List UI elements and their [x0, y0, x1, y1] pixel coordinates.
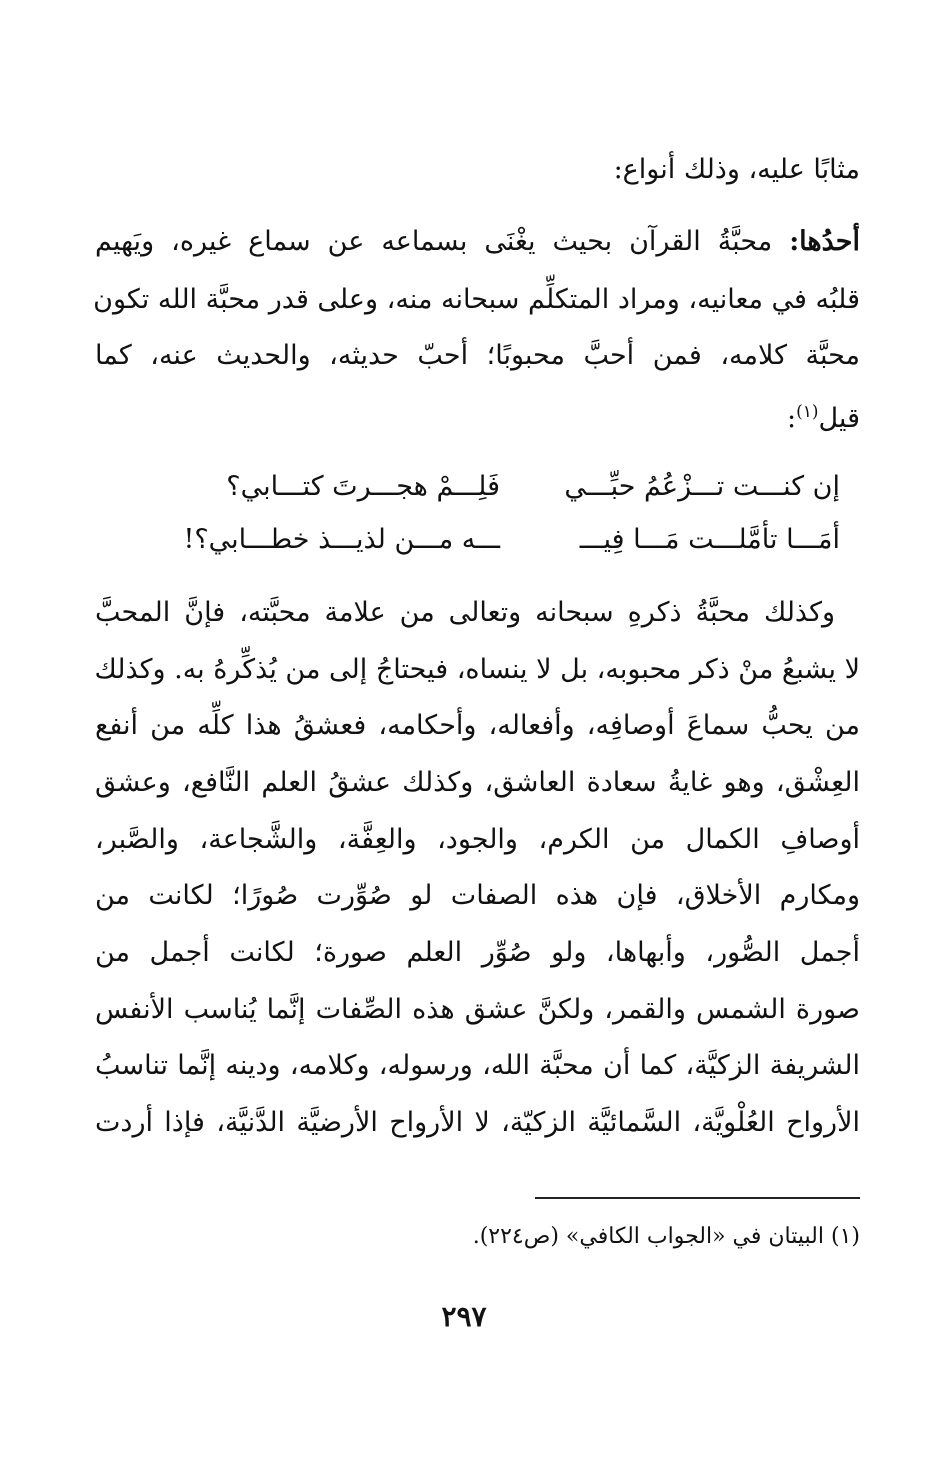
text-line-5-body: قيل: [818, 403, 860, 434]
text-line-6: وكذلك محبَّةُ ذكرهِ سبحانه وتعالى من علامة محبَّته، فإنَّ المحبَّ: [95, 597, 835, 628]
text-line-1: مثابًا عليه، وذلك أنواع:: [613, 154, 860, 185]
verse-1-second-hemistich: فَلِـــمْ هجـــرتَ كتـــابي؟: [226, 471, 500, 502]
footnote: (١) البيتان في «الجواب الكافي» (ص٢٢٤).: [472, 1224, 860, 1249]
page-number: ٢٩٧: [441, 1300, 487, 1333]
text-line-13: صورة الشمس والقمر، ولكنَّ عشق هذه الصِّفات إنَّما يُناسب الأنفس: [95, 994, 860, 1025]
footnote-separator: [535, 1197, 860, 1199]
text-line-5: [95, 392, 860, 439]
text-line-14: الشريفة الزكيَّة، كما أن محبَّة الله، ورسوله، وكلامه، ودينه إنَّما تناسبُ: [95, 1050, 860, 1081]
text-line-4: محبَّة كلامه، فمن أحبَّ محبوبًا؛ أحبّ حديثه، والحديث عنه، كما: [95, 340, 860, 371]
text-line-10: أوصافِ الكمال من الكرم، والجود، والعِفَّة، والشَّجاعة، والصَّبر،: [95, 824, 860, 855]
verse-2-first-hemistich: أمَـــا تأمَّلـــت مَـــا فِيـــ: [579, 524, 840, 555]
text-line-3: قلبُه في معانيه، ومراد المتكلِّم سبحانه منه، وعلى قدر محبَّة الله تكون: [93, 284, 860, 315]
section-label: أحدُها:: [789, 226, 860, 257]
text-line-9: العِشْق، وهو غايةُ سعادة العاشق، وكذلك عشقُ العلم النَّافع، وعشق: [95, 767, 860, 798]
text-line-11: ومكارم الأخلاق، فإن هذه الصفات لو صُوِّرت صُورًا؛ لكانت من: [95, 880, 860, 911]
text-line-12: أجمل الصُّور، وأبهاها، ولو صُوِّر العلم صورة؛ لكانت أجمل من: [95, 937, 860, 968]
text-line-5-end: :: [786, 403, 797, 434]
text-line-2-body: محبَّةُ القرآن بحيث يغْنَى بسماعه عن سماع غيره، ويَهيم: [95, 226, 790, 257]
text-line-15: الأرواح العُلْويَّة، السَّمائيَّة الزكيّة، لا الأرواح الأرضيَّة الدَّنيَّة، فإذا أردت: [95, 1107, 860, 1138]
text-line-7: لا يشبعُ منْ ذكر محبوبه، بل لا ينساه، فيحتاجُ إلى من يُذكِّرهُ به. وكذلك: [94, 654, 860, 685]
text-line-2: [95, 222, 860, 262]
text-line-8: من يحبُّ سماعَ أوصافِه، وأفعاله، وأحكامه، فعشقُ هذا كلِّه من أنفع: [95, 710, 860, 741]
verse-2-second-hemistich: ـــه مـــن لذيـــذ خطـــابي؟!: [183, 524, 500, 555]
footnote-reference: (١): [796, 402, 819, 422]
verse-1-first-hemistich: إن كنـــت تـــزْعُمُ حبِّـــي: [564, 471, 840, 502]
